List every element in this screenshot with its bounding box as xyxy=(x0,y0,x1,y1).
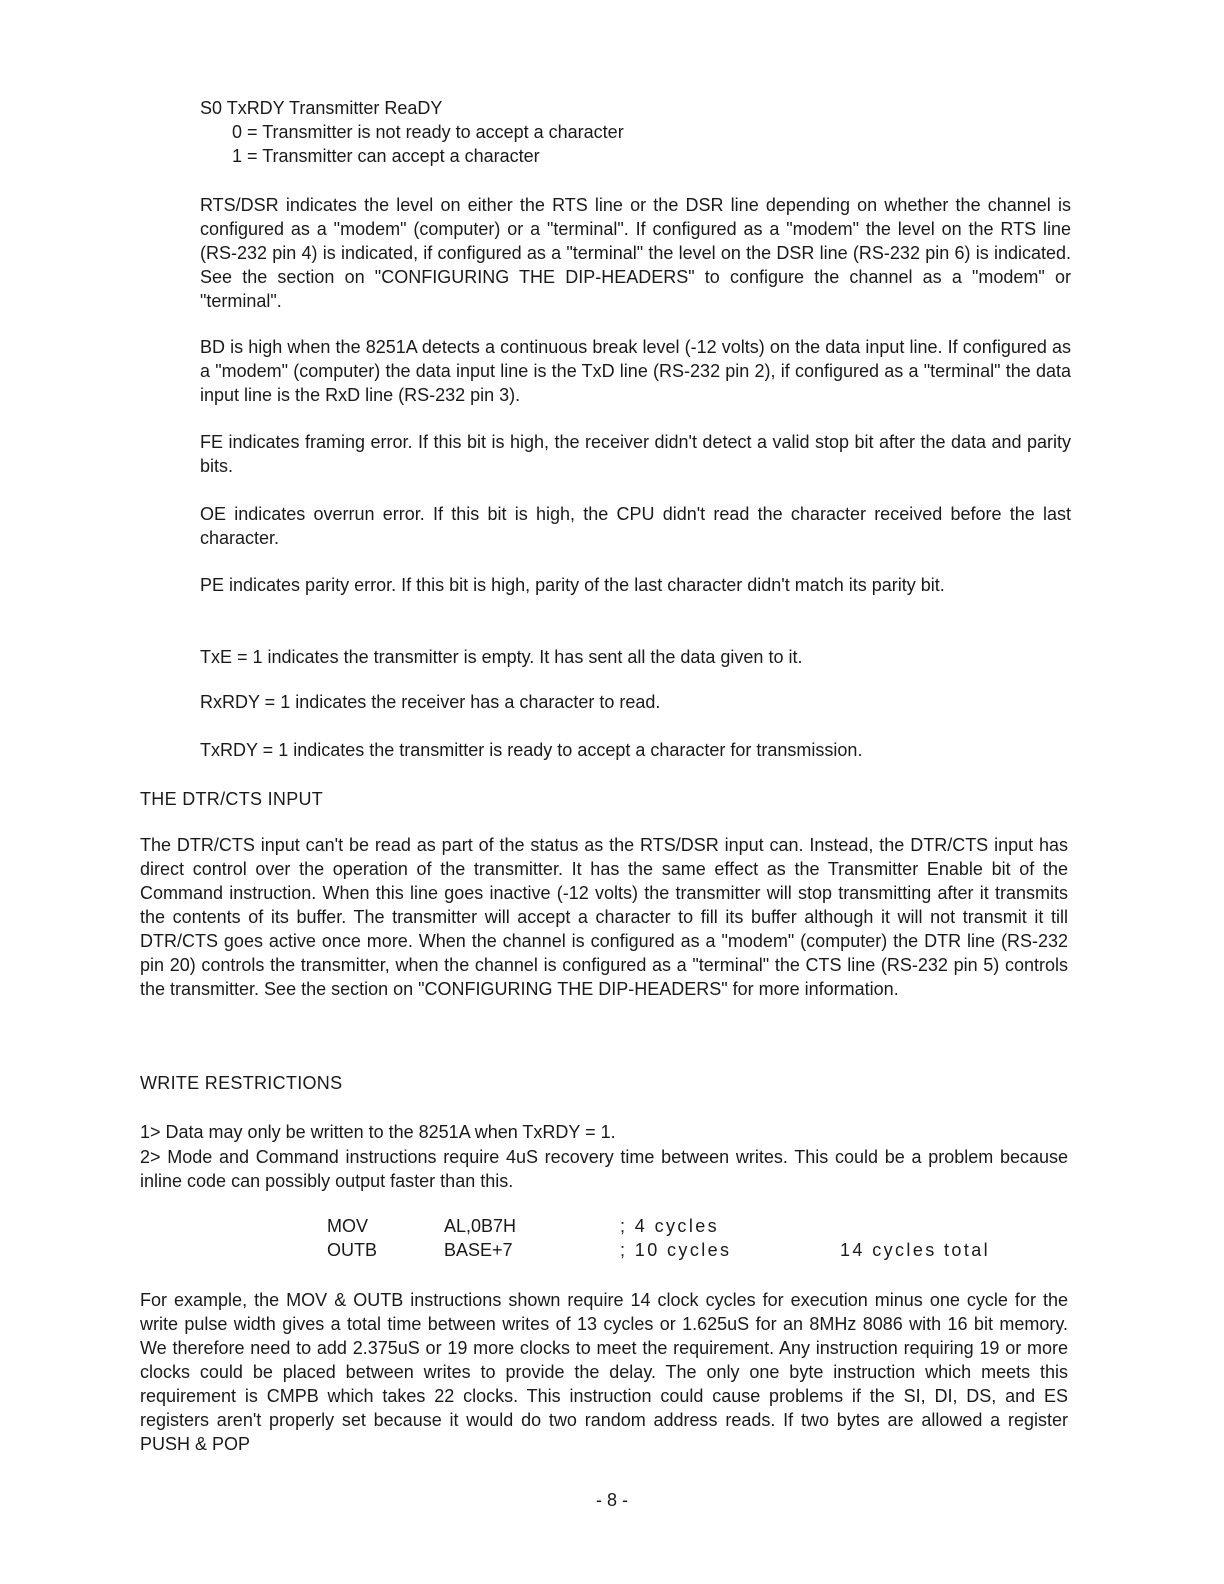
fe-paragraph: FE indicates framing error. If this bit is high, the receiver didn't detect a valid stop bit after the data and parity bits. xyxy=(200,432,1071,476)
pe-paragraph: PE indicates parity error. If this bit is high, parity of the last character didn't match its parity bit. xyxy=(200,575,945,595)
code-opcode: OUTB xyxy=(327,1240,378,1260)
dtr-cts-heading: THE DTR/CTS INPUT xyxy=(140,789,324,809)
s0-one-meaning: 1 = Transmitter can accept a character xyxy=(232,146,540,166)
oe-paragraph: OE indicates overrun error. If this bit is high, the CPU didn't read the character received before the last character. xyxy=(200,504,1071,548)
txrdy-paragraph: TxRDY = 1 indicates the transmitter is ready to accept a character for transmission. xyxy=(200,740,863,760)
code-total: 14 cycles total xyxy=(840,1240,991,1260)
example-paragraph: For example, the MOV & OUTB instructions shown require 14 clock cycles for execution minus one cycle for the write pulse width gives a total time between writes of 13 cycles or 1.625uS for an 8MHz 8086 with 16 bit memory. We therefore need to add 2.375uS or 19 more clocks to meet the requirement. Any instruction requiring 19 or more clocks could be placed between writes to provide the delay. The only one byte instruction which meets this requirement is CMPB which takes 22 clocks. This instruction could cause problems if the SI, DI, DS, and ES registers aren't properly set because it would do two random address reads. If two bytes are allowed a register PUSH & POP xyxy=(140,1290,1068,1454)
rts-dsr-paragraph: RTS/DSR indicates the level on either the RTS line or the DSR line depending on whether the channel is configured as a "modem" (computer) or a "terminal". If configured as a "modem" the level on the RTS line (RS-232 pin 4) is indicated, if configured as a "terminal" the level on the DSR line (RS-232 pin 6) is indicated. See the section on "CONFIGURING THE DIP-HEADERS" to configure the channel as a "modem" or "terminal". xyxy=(200,195,1071,311)
bd-paragraph: BD is high when the 8251A detects a continuous break level (-12 volts) on the data input line. If configured as a "modem" (computer) the data input line is the TxD line (RS-232 pin 2), if configured as a "terminal" the data input line is the RxD line (RS-232 pin 3). xyxy=(200,337,1071,405)
code-comment: ; 10 cycles xyxy=(620,1240,732,1260)
s0-zero-meaning: 0 = Transmitter is not ready to accept a character xyxy=(232,122,624,142)
s0-status-bit xyxy=(200,96,1080,168)
code-opcode: MOV xyxy=(327,1216,369,1236)
code-comment: ; 4 cycles xyxy=(620,1216,720,1236)
write-restriction-1: 1> Data may only be written to the 8251A when TxRDY = 1. xyxy=(140,1122,616,1142)
page-number: - 8 - xyxy=(595,1490,628,1510)
write-restriction-2: 2> Mode and Command instructions require 4uS recovery time between writes. This could be a problem because inline code can possibly output faster than this. xyxy=(140,1147,1068,1191)
txe-paragraph: TxE = 1 indicates the transmitter is empty. It has sent all the data given to it. xyxy=(200,647,803,667)
code-operand: AL,0B7H xyxy=(444,1216,517,1236)
code-operand: BASE+7 xyxy=(444,1240,513,1260)
s0-title: S0 TxRDY Transmitter ReaDY xyxy=(200,98,443,118)
rxrdy-paragraph: RxRDY = 1 indicates the receiver has a character to read. xyxy=(200,692,661,712)
write-restrictions-heading: WRITE RESTRICTIONS xyxy=(140,1073,343,1093)
dtr-cts-paragraph: The DTR/CTS input can't be read as part of the status as the RTS/DSR input can. Instead, the DTR/CTS input has direct control over the operation of the transmitter. It has the same effect as the Transmitter Enable bit of the Command instruction. When this line goes inactive (-12 volts) the transmitter will stop transmitting after it transmits the contents of its buffer. The transmitter will accept a character to fill its buffer although it will not transmit it till DTR/CTS goes active once more. When the channel is configured as a "modem" (computer) the DTR line (RS-232 pin 20) controls the transmitter, when the channel is configured as a "terminal" the CTS line (RS-232 pin 5) controls the transmitter. See the section on "CONFIGURING THE DIP-HEADERS" for more information. xyxy=(140,835,1068,999)
